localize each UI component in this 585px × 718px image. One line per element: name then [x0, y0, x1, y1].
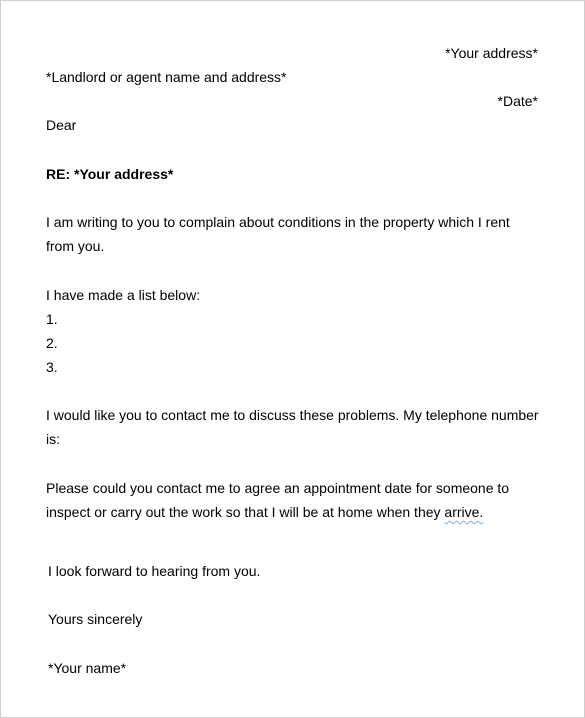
paragraph-1-line-2: from you. — [46, 238, 105, 254]
spellcheck-flagged-word[interactable]: arrive. — [444, 504, 484, 520]
list-item: 3. — [46, 359, 58, 375]
list-item: 1. — [46, 311, 58, 327]
closing-line: I look forward to hearing from you. — [48, 563, 261, 579]
list-item: 2. — [46, 335, 58, 351]
paragraph-3-line-2-text: inspect or carry out the work so that I will be at home when they — [46, 504, 445, 520]
paragraph-3-line-1: Please could you contact me to agree an appointment date for someone to — [46, 480, 510, 496]
paragraph-1-line-1: I am writing to you to complain about conditions in the property which I rent — [46, 214, 510, 230]
salutation: Dear — [46, 117, 77, 133]
paragraph-3-line-2 — [46, 503, 483, 521]
letter-date: *Date* — [497, 93, 538, 109]
subject-line: RE: *Your address* — [46, 166, 174, 182]
paragraph-2-line-1: I would like you to contact me to discuss these problems. My telephone number — [46, 407, 539, 423]
signature-name: *Your name* — [48, 660, 127, 676]
recipient-address: *Landlord or agent name and address* — [46, 69, 287, 85]
list-intro: I have made a list below: — [46, 287, 201, 303]
sender-address: *Your address* — [445, 45, 538, 61]
sign-off: Yours sincerely — [48, 611, 143, 627]
paragraph-2-line-2: is: — [46, 431, 60, 447]
